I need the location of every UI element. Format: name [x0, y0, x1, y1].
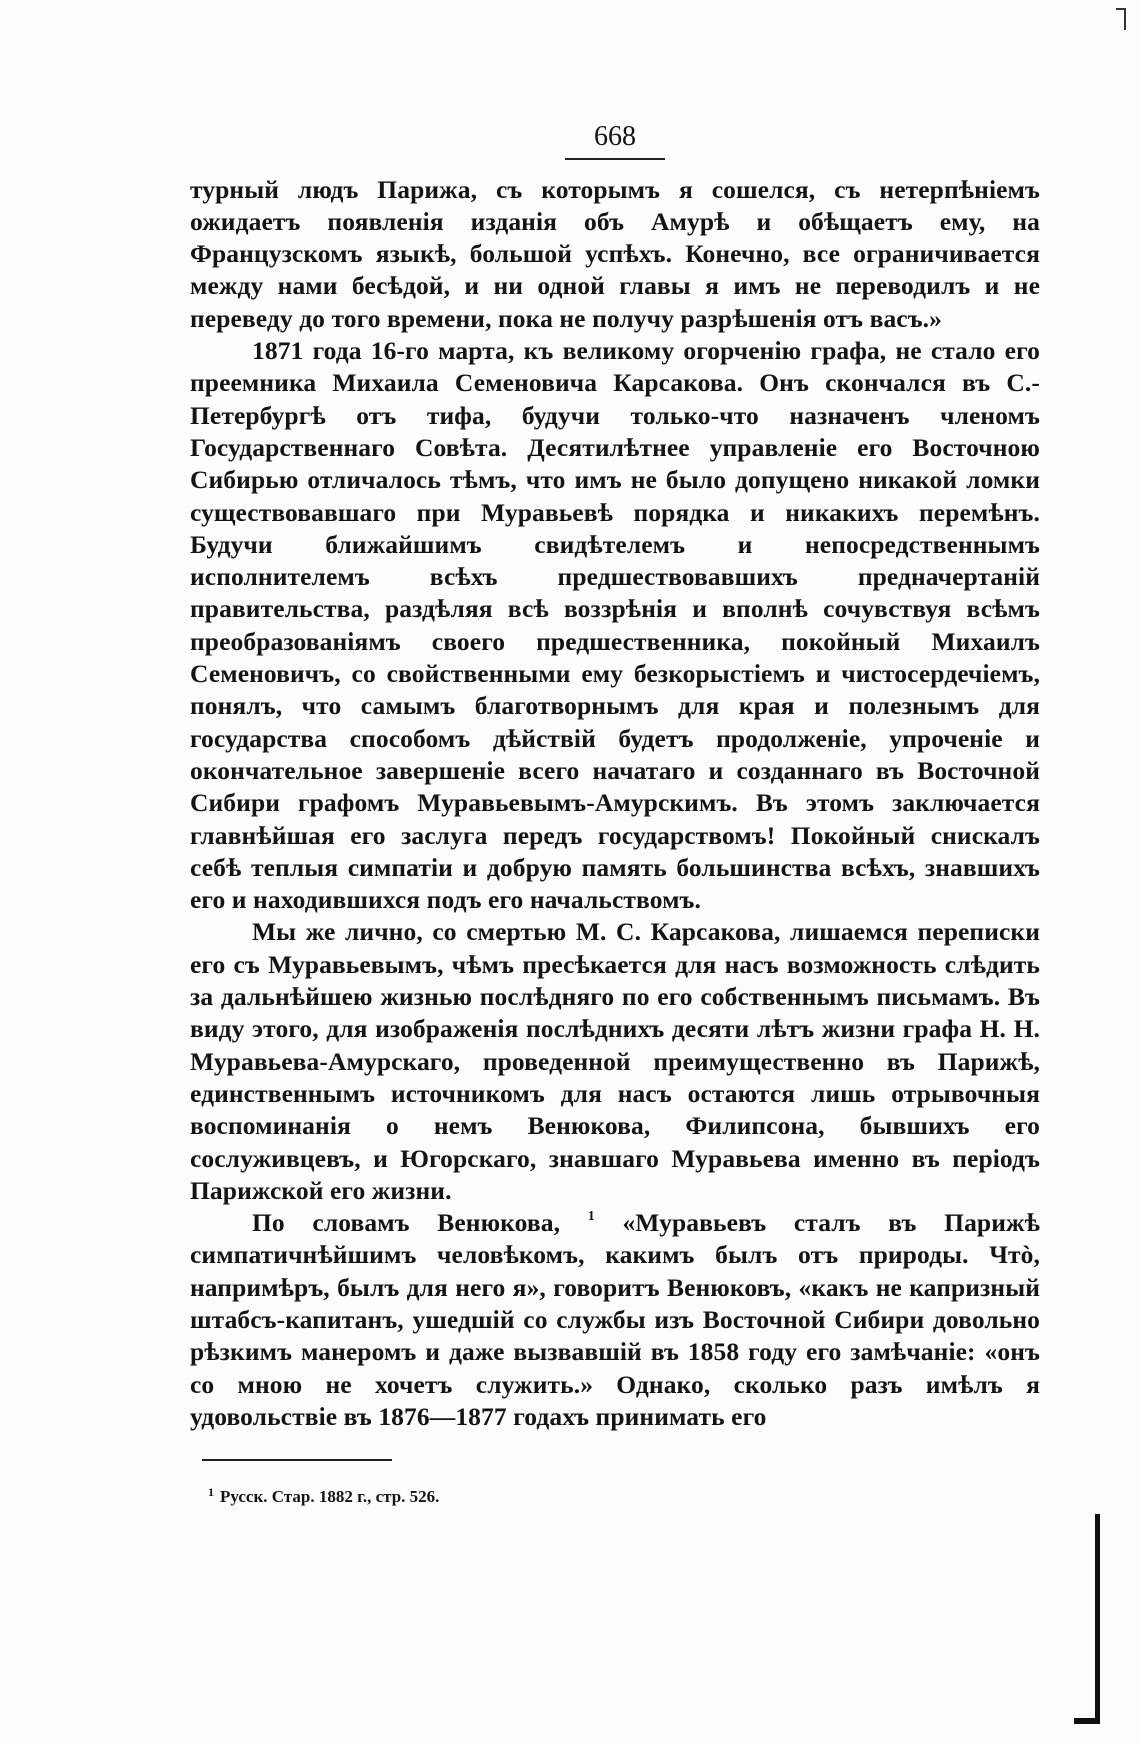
footnote	[208, 1487, 1040, 1507]
scan-edge-mark	[1124, 8, 1126, 30]
body-text	[190, 174, 1040, 1434]
document-page	[190, 120, 1040, 1507]
paragraph-4	[190, 1207, 1040, 1433]
paragraph-3: Мы же лично, со смертью М. С. Карсакова, лишаемся переписки его съ Муравьевымъ, чѣмъ пресѣкается для насъ возможность слѣдить за дальнѣйшею жизнью послѣдняго по его собственнымъ письмамъ. Въ виду этого, для изображенія послѣднихъ десяти лѣтъ жизни графа Н. Н. Муравьева-Амурскаго, проведенной преимущественно въ Парижѣ, единственнымъ источникомъ для насъ остаются лишь отрывочныя воспоминанія о немъ Венюкова, Филипсона, бывшихъ его сослуживцевъ, и Югорскаго, знавшаго Муравьева именно въ періодъ Парижской его жизни.	[190, 917, 1040, 1205]
footnote-rule	[202, 1459, 392, 1461]
page-number-rule	[565, 158, 665, 160]
scan-edge-mark	[1095, 1514, 1100, 1724]
footnote-text: Русск. Стар. 1882 г., стр. 526.	[220, 1487, 440, 1507]
footnote-reference: 1	[587, 1209, 595, 1225]
scan-edge-mark	[1074, 1718, 1100, 1724]
paragraph-2: 1871 года 16-го марта, къ великому огорченію графа, не стало его преемника Михаила Семеновича Карсакова. Онъ скончался въ С.-Петербургѣ отъ тифа, будучи только-что назначенъ членомъ Государственнаго Совѣта. Десятилѣтнее управленіе его Восточною Сибирью отличалось тѣмъ, что имъ не было допущено никакой ломки существовавшаго при Муравьевѣ порядка и никакихъ перемѣнъ. Будучи ближайшимъ свидѣтелемъ и непосредственнымъ исполнителемъ всѣхъ предшествовавшихъ предначертаній правительства, раздѣляя всѣ воззрѣнія и вполнѣ сочувствуя всѣмъ преобразованіямъ своего предшественника, покойный Михаилъ Семеновичъ, со свойственными ему безкорыстіемъ и чистосердечіемъ, понялъ, что самымъ благотворнымъ для края и полезнымъ для государства способомъ дѣйствій будетъ продолженіе, упроченіе и окончательное завершеніе всего начатаго и созданнаго въ Восточной Сибири графомъ Муравьевымъ-Амурскимъ. Въ этомъ заключается главнѣйшая его заслуга передъ государствомъ! Покойный снискалъ себѣ теплыя симпатіи и добрую память большинства всѣхъ, знавшихъ его и находившихся подъ его начальствомъ.	[190, 336, 1040, 915]
page-number: 668	[594, 121, 636, 152]
footnote-mark: 1	[208, 1485, 214, 1500]
paragraph-4-start: По словамъ Венюкова,	[252, 1208, 588, 1238]
paragraph-4-rest: «Муравьевъ сталъ въ Парижѣ симпатичнѣйшимъ человѣкомъ, какимъ былъ отъ природы. Чтò, напримѣръ, былъ для него я», говоритъ Венюковъ, «какъ не капризный штабсъ-капитанъ, ушедшій со службы изъ Восточной Сибири довольно рѣзкимъ манеромъ и даже вызвавшій въ 1858 году его замѣчаніе: «онъ со мною не хочетъ служить.» Однако, сколько разъ имѣлъ я удовольствіе въ 1876—1877 годахъ принимать его	[190, 1208, 1040, 1431]
paragraph-1: турный людъ Парижа, съ которымъ я сошелся, съ нетерпѣніемъ ожидаетъ появленія изданія объ Амурѣ и обѣщаетъ ему, на Французскомъ языкѣ, большой успѣхъ. Конечно, все ограничивается между нами бесѣдой, и ни одной главы я имъ не переводилъ и не переведу до того времени, пока не получу разрѣшенія отъ васъ.»	[190, 174, 1040, 333]
